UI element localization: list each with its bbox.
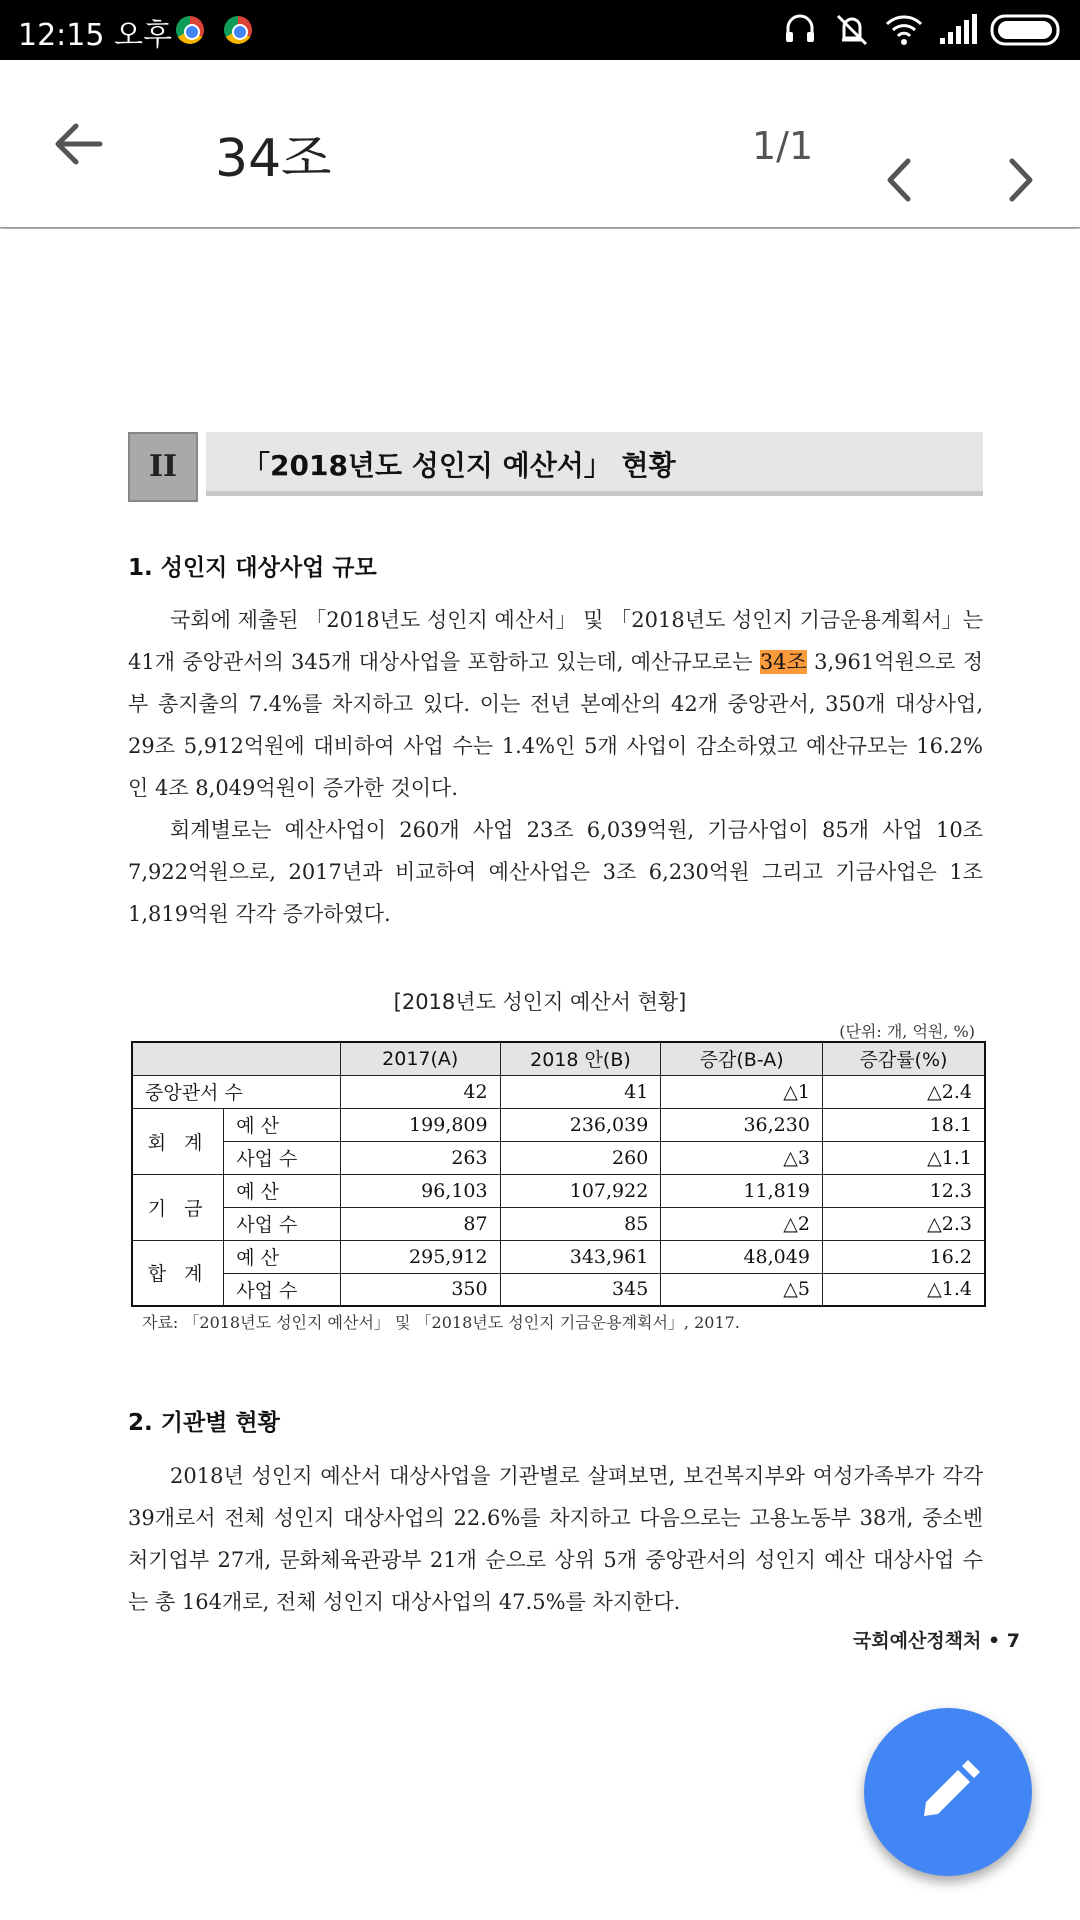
- table-cell: 36,230: [661, 1108, 823, 1141]
- heading-1: 1. 성인지 대상사업 규모: [128, 555, 377, 581]
- edit-fab-button[interactable]: [864, 1708, 1032, 1876]
- table-cell: 343,961: [500, 1240, 661, 1273]
- table-cell: 107,922: [500, 1174, 661, 1207]
- table-row: [132, 1207, 985, 1240]
- table-cell: 42: [340, 1075, 500, 1108]
- search-highlight: 34조: [759, 650, 807, 674]
- paragraph-1: [128, 599, 983, 809]
- table-unit: (단위: 개, 억원, %): [839, 1022, 975, 1041]
- mute-icon: [834, 12, 870, 48]
- row-label: 예 산: [224, 1240, 341, 1273]
- table-cell: 12.3: [822, 1174, 985, 1207]
- back-arrow-icon[interactable]: [50, 116, 106, 172]
- group-label: 합 계: [132, 1240, 224, 1306]
- signal-icon: [938, 12, 978, 48]
- battery-icon: [990, 12, 1066, 48]
- pencil-icon: [912, 1756, 984, 1828]
- row-label: 중앙관서 수: [132, 1075, 340, 1108]
- chrome-icon: [224, 16, 252, 44]
- heading-2: 2. 기관별 현황: [128, 1410, 280, 1436]
- table-cell: 18.1: [822, 1108, 985, 1141]
- previous-match-chevron-icon[interactable]: [880, 155, 920, 205]
- table-cell: 260: [500, 1141, 661, 1174]
- section-title: 「2018년도 성인지 예산서」 현황: [242, 449, 676, 482]
- search-query[interactable]: 34조: [215, 129, 332, 189]
- table-cell: 11,819: [661, 1174, 823, 1207]
- table-header-cell: 증감(B-A): [661, 1042, 823, 1075]
- section-header: [128, 432, 983, 504]
- paragraph-1-text-b: 3,961억원으로 정부 총지출의 7.4%를 차지하고 있다. 이는 전년 본예산의 42개 중앙관서, 350개 대상사업, 29조 5,912억원에 대비하여 사업 수는 1.4%인 5개 사업이 감소하였고 예산규모는 16.2%인 4조 8,049억원이 증가한 것이다.: [128, 650, 983, 800]
- row-label: 사업 수: [224, 1273, 341, 1306]
- table-cell: △5: [661, 1273, 823, 1306]
- table-source: 자료: 「2018년도 성인지 예산서」 및 「2018년도 성인지 기금운용계획서」, 2017.: [142, 1313, 740, 1332]
- row-label: 예 산: [224, 1108, 341, 1141]
- table-header-row: [132, 1042, 985, 1075]
- table-header-cell: 2017(A): [340, 1042, 500, 1075]
- table-header-cell: 증감률(%): [822, 1042, 985, 1075]
- table-cell: 41: [500, 1075, 661, 1108]
- group-label: 기 금: [132, 1174, 224, 1240]
- section-title-bar: [206, 432, 983, 496]
- wifi-icon: [884, 12, 924, 48]
- section-number: II: [128, 432, 198, 502]
- budget-table: [131, 1041, 986, 1307]
- table-row: [132, 1075, 985, 1108]
- table-cell: 87: [340, 1207, 500, 1240]
- table-cell: △2: [661, 1207, 823, 1240]
- document-page[interactable]: [0, 229, 1080, 1920]
- table-cell: △2.3: [822, 1207, 985, 1240]
- paragraph-2-text: 회계별로는 예산사업이 260개 사업 23조 6,039억원, 기금사업이 85개 사업 10조 7,922억원으로, 2017년과 비교하여 예산사업은 3조 6,230억원 그리고 기금사업은 1조 1,819억원 각각 증가하였다.: [128, 818, 983, 926]
- table-row: [132, 1174, 985, 1207]
- table-cell: 48,049: [661, 1240, 823, 1273]
- table-cell: 350: [340, 1273, 500, 1306]
- page-footer: 국회예산정책처 • 7: [852, 1630, 1020, 1652]
- row-label: 예 산: [224, 1174, 341, 1207]
- status-bar: [0, 0, 1080, 60]
- find-toolbar: [0, 60, 1080, 228]
- table-row: [132, 1240, 985, 1273]
- table-row: [132, 1141, 985, 1174]
- paragraph-1-text-a: 국회에 제출된 「2018년도 성인지 예산서」 및 「2018년도 성인지 기금운용계획서」는 41개 중앙관서의 345개 대상사업을 포함하고 있는데, 예산규모로는: [128, 608, 983, 674]
- table-cell: △3: [661, 1141, 823, 1174]
- table-cell: △1.4: [822, 1273, 985, 1306]
- table-cell: 16.2: [822, 1240, 985, 1273]
- table-cell: 85: [500, 1207, 661, 1240]
- table-row: [132, 1108, 985, 1141]
- table-cell: 263: [340, 1141, 500, 1174]
- table-cell: △1: [661, 1075, 823, 1108]
- table-header-cell: [132, 1042, 340, 1075]
- status-time: 12:15 오후: [18, 18, 172, 53]
- paragraph-3-text: 2018년 성인지 예산서 대상사업을 기관별로 살펴보면, 보건복지부와 여성가족부가 각각 39개로서 전체 성인지 대상사업의 22.6%를 차지하고 다음으로는 고용노동부 38개, 중소벤처기업부 27개, 문화체육관광부 21개 순으로 상위 5개 중앙관서의 성인지 예산 대상사업 수는 총 164개로, 전체 성인지 대상사업의 47.5%를 차지한다.: [128, 1464, 983, 1614]
- table-cell: 236,039: [500, 1108, 661, 1141]
- table-row: [132, 1273, 985, 1306]
- chrome-icon: [176, 16, 204, 44]
- table-cell: 295,912: [340, 1240, 500, 1273]
- table-cell: 96,103: [340, 1174, 500, 1207]
- row-label: 사업 수: [224, 1207, 341, 1240]
- table-cell: △2.4: [822, 1075, 985, 1108]
- table-header-cell: 2018 안(B): [500, 1042, 661, 1075]
- group-label: 회 계: [132, 1108, 224, 1174]
- next-match-chevron-icon[interactable]: [1000, 155, 1040, 205]
- paragraph-3: [128, 1455, 983, 1623]
- row-label: 사업 수: [224, 1141, 341, 1174]
- headset-icon: [782, 12, 818, 48]
- table-title: [2018년도 성인지 예산서 현황]: [393, 990, 687, 1014]
- table-cell: 199,809: [340, 1108, 500, 1141]
- match-counter: 1/1: [752, 124, 814, 168]
- paragraph-2: [128, 809, 983, 935]
- table-cell: △1.1: [822, 1141, 985, 1174]
- table-cell: 345: [500, 1273, 661, 1306]
